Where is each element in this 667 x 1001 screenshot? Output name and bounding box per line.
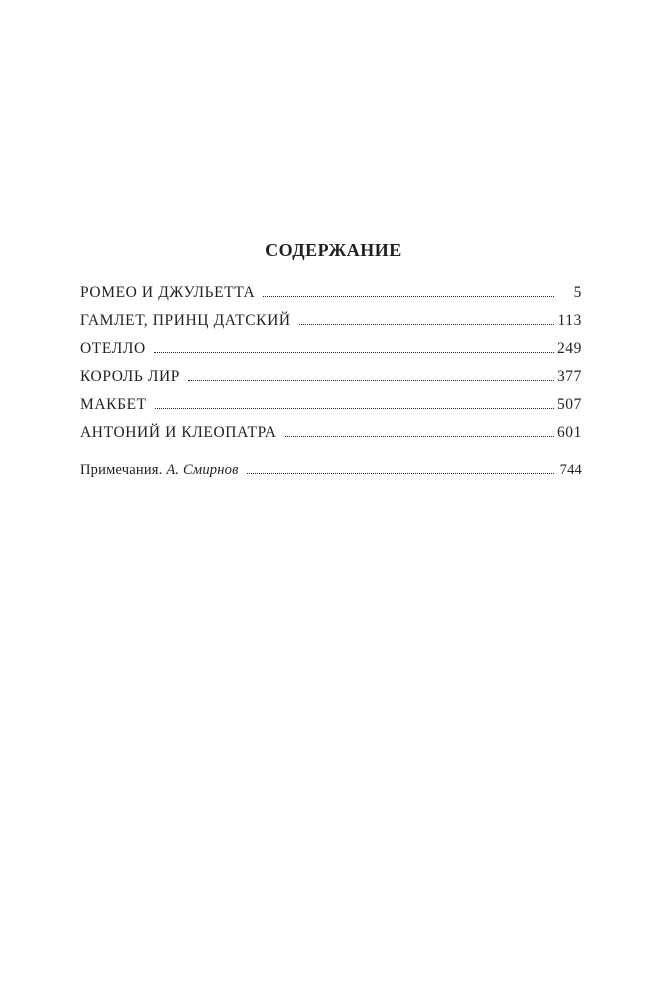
- toc-entry-notes[interactable]: [80, 462, 582, 490]
- toc-entry-romeo-and-juliet[interactable]: [80, 284, 582, 312]
- toc-entry-title: ОТЕЛЛО: [80, 340, 146, 357]
- dot-leader: [263, 296, 554, 297]
- toc-notes-author: А. Смирнов: [166, 462, 239, 478]
- toc-entry-macbeth[interactable]: [80, 396, 582, 424]
- toc-entry-antony-and-cleopatra[interactable]: [80, 424, 582, 452]
- toc-entry-title: ГАМЛЕТ, ПРИНЦ ДАТСКИЙ: [80, 312, 291, 329]
- toc-entry-page-number: 601: [556, 424, 582, 441]
- dot-leader: [155, 408, 554, 409]
- toc-entry-hamlet[interactable]: [80, 312, 582, 340]
- toc-entry-othello[interactable]: [80, 340, 582, 368]
- toc-notes-title-group: [80, 462, 247, 479]
- page-title: СОДЕРЖАНИЕ: [265, 240, 402, 260]
- toc-entry-page-number: 744: [559, 462, 582, 478]
- toc-entry-page-number: 5: [573, 284, 582, 301]
- toc-entry-page-number: 377: [556, 368, 582, 385]
- dot-leader: [247, 473, 554, 474]
- toc-entry-title: КОРОЛЬ ЛИР: [80, 368, 180, 385]
- toc-notes-label: Примечания.: [80, 462, 163, 478]
- toc-entry-king-lear[interactable]: [80, 368, 582, 396]
- toc-entry-title: РОМЕО И ДЖУЛЬЕТТА: [80, 284, 256, 301]
- toc-entry-page-number: 113: [557, 312, 582, 329]
- table-of-contents: [80, 284, 582, 490]
- toc-entry-title: МАКБЕТ: [80, 396, 147, 413]
- toc-entry-page-number: 507: [556, 396, 582, 413]
- dot-leader: [299, 324, 554, 325]
- toc-entry-page-number: 249: [556, 340, 582, 357]
- toc-entry-title: АНТОНИЙ И КЛЕОПАТРА: [80, 424, 277, 441]
- dot-leader: [285, 436, 554, 437]
- dot-leader: [188, 380, 554, 381]
- dot-leader: [154, 352, 554, 353]
